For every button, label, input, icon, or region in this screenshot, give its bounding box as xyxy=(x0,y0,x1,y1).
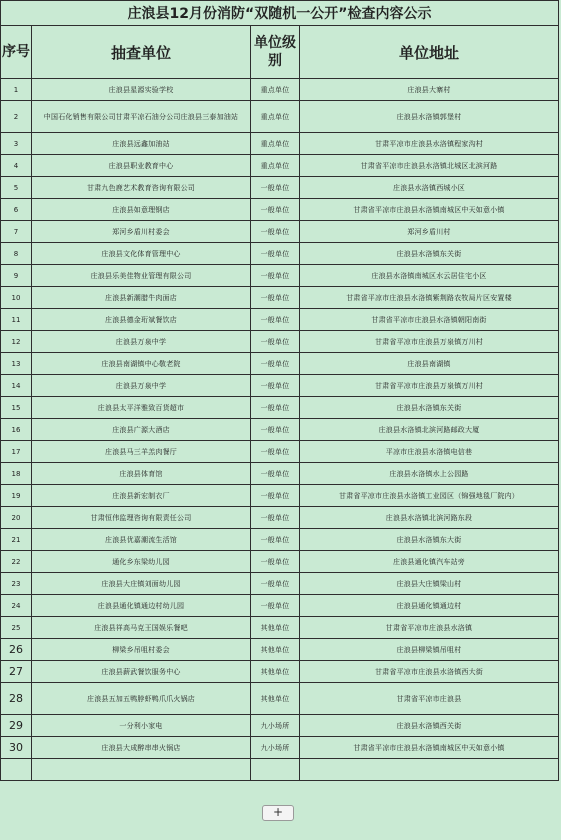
empty-cell[interactable] xyxy=(300,759,559,781)
cell-address[interactable]: 庄浪县柳梁镇吊咀村 xyxy=(300,639,559,661)
cell-level[interactable]: 九小场所 xyxy=(251,715,300,737)
cell-unit[interactable]: 甘肃恒伟监理咨询有限责任公司 xyxy=(32,507,251,529)
cell-unit[interactable]: 庄浪县文化体育管理中心 xyxy=(32,243,251,265)
cell-level[interactable]: 一般单位 xyxy=(251,221,300,243)
cell-address[interactable]: 甘肃省平凉市庄浪县水洛镇朝阳南街 xyxy=(300,309,559,331)
cell-address[interactable]: 庄浪县水洛镇东关街 xyxy=(300,397,559,419)
table-row xyxy=(1,419,559,441)
cell-address[interactable]: 甘肃省平凉市庄浪县 xyxy=(300,683,559,715)
cell-level[interactable]: 重点单位 xyxy=(251,155,300,177)
table-row xyxy=(1,683,559,715)
cell-level[interactable]: 一般单位 xyxy=(251,243,300,265)
cell-level[interactable]: 一般单位 xyxy=(251,397,300,419)
cell-level[interactable]: 其他单位 xyxy=(251,661,300,683)
cell-level[interactable]: 一般单位 xyxy=(251,265,300,287)
cell-address[interactable]: 甘肃省平凉市庄浪县水洛镇北城区北滨河路 xyxy=(300,155,559,177)
table-row xyxy=(1,551,559,573)
add-sheet-button[interactable]: + xyxy=(262,805,294,821)
table-row xyxy=(1,287,559,309)
cell-seq[interactable]: 16 xyxy=(1,419,32,441)
cell-unit[interactable]: 庄浪县祥高马克王国娱乐餐吧 xyxy=(32,617,251,639)
cell-level[interactable]: 一般单位 xyxy=(251,353,300,375)
cell-unit[interactable]: 庄浪县通化镇通边村幼儿园 xyxy=(32,595,251,617)
cell-address[interactable]: 甘肃省平凉市庄浪县水洛镇 xyxy=(300,617,559,639)
cell-seq[interactable]: 30 xyxy=(1,737,32,759)
cell-seq[interactable]: 4 xyxy=(1,155,32,177)
cell-address[interactable]: 甘肃省平凉市庄浪县水洛镇南城区中天如意小镇 xyxy=(300,199,559,221)
cell-address[interactable]: 庄浪县大庄镇梁山村 xyxy=(300,573,559,595)
cell-level[interactable]: 一般单位 xyxy=(251,463,300,485)
cell-unit[interactable]: 庄浪县星源实验学校 xyxy=(32,79,251,101)
cell-address[interactable]: 庄浪县水洛镇东关街 xyxy=(300,243,559,265)
table-row xyxy=(1,331,559,353)
cell-level[interactable]: 一般单位 xyxy=(251,199,300,221)
empty-row xyxy=(1,759,559,781)
cell-unit[interactable]: 庄浪县新潮腊牛肉面店 xyxy=(32,287,251,309)
table-row xyxy=(1,737,559,759)
cell-address[interactable]: 庄浪县水洛镇水上公园路 xyxy=(300,463,559,485)
cell-seq[interactable]: 5 xyxy=(1,177,32,199)
cell-seq[interactable]: 6 xyxy=(1,199,32,221)
cell-seq[interactable]: 12 xyxy=(1,331,32,353)
cell-unit[interactable]: 一分利小家电 xyxy=(32,715,251,737)
header-address[interactable]: 单位地址 xyxy=(300,26,559,79)
cell-unit[interactable]: 庄浪县广源大酒店 xyxy=(32,419,251,441)
cell-level[interactable]: 一般单位 xyxy=(251,507,300,529)
table-row xyxy=(1,199,559,221)
cell-address[interactable]: 甘肃省平凉市庄浪县水洛镇紫荆路农牧局片区安置楼 xyxy=(300,287,559,309)
empty-cell[interactable] xyxy=(32,759,251,781)
table-row xyxy=(1,573,559,595)
table-row xyxy=(1,485,559,507)
cell-level[interactable]: 一般单位 xyxy=(251,375,300,397)
table-row xyxy=(1,397,559,419)
cell-seq[interactable]: 19 xyxy=(1,485,32,507)
cell-unit[interactable]: 庄浪县远鑫加油站 xyxy=(32,133,251,155)
cell-level[interactable]: 一般单位 xyxy=(251,331,300,353)
cell-seq[interactable]: 23 xyxy=(1,573,32,595)
cell-level[interactable]: 一般单位 xyxy=(251,485,300,507)
cell-seq[interactable]: 11 xyxy=(1,309,32,331)
cell-level[interactable]: 一般单位 xyxy=(251,309,300,331)
table-row xyxy=(1,309,559,331)
cell-unit[interactable]: 庄浪县五加五鸭脖虾鸭爪爪火锅店 xyxy=(32,683,251,715)
cell-unit[interactable]: 庄浪县新宏制衣厂 xyxy=(32,485,251,507)
cell-unit[interactable]: 庄浪县大成醉串串火锅店 xyxy=(32,737,251,759)
table-row xyxy=(1,441,559,463)
table-row xyxy=(1,243,559,265)
cell-seq[interactable]: 7 xyxy=(1,221,32,243)
table-row xyxy=(1,507,559,529)
cell-seq[interactable]: 17 xyxy=(1,441,32,463)
cell-level[interactable]: 一般单位 xyxy=(251,529,300,551)
cell-seq[interactable]: 9 xyxy=(1,265,32,287)
cell-unit[interactable]: 郑河乡盾川村委会 xyxy=(32,221,251,243)
table-row xyxy=(1,177,559,199)
cell-level[interactable]: 一般单位 xyxy=(251,419,300,441)
cell-address[interactable]: 甘肃省平凉市庄浪县水洛镇工业园区（锦强地毯厂院内） xyxy=(300,485,559,507)
cell-seq[interactable]: 14 xyxy=(1,375,32,397)
table-row xyxy=(1,639,559,661)
cell-address[interactable]: 庄浪县水洛镇南城区水云居住宅小区 xyxy=(300,265,559,287)
cell-level[interactable]: 重点单位 xyxy=(251,133,300,155)
table-row xyxy=(1,353,559,375)
cell-level[interactable]: 一般单位 xyxy=(251,573,300,595)
cell-unit[interactable]: 庄浪县职业教育中心 xyxy=(32,155,251,177)
cell-level[interactable]: 其他单位 xyxy=(251,639,300,661)
cell-unit[interactable]: 庄浪县优嘉潮流生活馆 xyxy=(32,529,251,551)
cell-seq[interactable]: 8 xyxy=(1,243,32,265)
cell-unit[interactable]: 庄浪县万泉中学 xyxy=(32,375,251,397)
cell-seq[interactable]: 28 xyxy=(1,683,32,715)
header-unit[interactable]: 抽查单位 xyxy=(32,26,251,79)
table-row xyxy=(1,101,559,133)
cell-address[interactable]: 庄浪县水洛镇西城小区 xyxy=(300,177,559,199)
cell-address[interactable]: 庄浪县南湖镇 xyxy=(300,353,559,375)
cell-address[interactable]: 庄浪县水洛镇郭堡村 xyxy=(300,101,559,133)
cell-level[interactable]: 一般单位 xyxy=(251,595,300,617)
cell-seq[interactable]: 20 xyxy=(1,507,32,529)
table-row xyxy=(1,265,559,287)
cell-level[interactable]: 一般单位 xyxy=(251,177,300,199)
cell-level[interactable]: 一般单位 xyxy=(251,441,300,463)
cell-unit[interactable]: 甘肃九色鹿艺术教育咨询有限公司 xyxy=(32,177,251,199)
cell-seq[interactable]: 10 xyxy=(1,287,32,309)
cell-seq[interactable]: 22 xyxy=(1,551,32,573)
table-row xyxy=(1,133,559,155)
table-title[interactable]: 庄浪县12月份消防“双随机一公开”检查内容公示 xyxy=(1,1,559,26)
empty-cell[interactable] xyxy=(251,759,300,781)
cell-unit[interactable]: 庄浪县南湖镇中心敬老院 xyxy=(32,353,251,375)
table-row xyxy=(1,529,559,551)
cell-address[interactable]: 庄浪县水洛镇西关街 xyxy=(300,715,559,737)
cell-level[interactable]: 重点单位 xyxy=(251,79,300,101)
cell-level[interactable]: 一般单位 xyxy=(251,287,300,309)
cell-address[interactable]: 甘肃省平凉市庄浪县万泉镇万川村 xyxy=(300,375,559,397)
cell-seq[interactable]: 13 xyxy=(1,353,32,375)
cell-address[interactable]: 庄浪县大寨村 xyxy=(300,79,559,101)
cell-address[interactable]: 甘肃省平凉市庄浪县水洛镇南城区中天如意小镇 xyxy=(300,737,559,759)
cell-unit[interactable]: 庄浪县万泉中学 xyxy=(32,331,251,353)
cell-level[interactable]: 九小场所 xyxy=(251,737,300,759)
cell-address[interactable]: 甘肃平凉市庄浪县水洛镇程家沟村 xyxy=(300,133,559,155)
cell-unit[interactable]: 庄浪县乐美佳物业管理有限公司 xyxy=(32,265,251,287)
cell-seq[interactable]: 27 xyxy=(1,661,32,683)
cell-seq[interactable]: 26 xyxy=(1,639,32,661)
cell-seq[interactable]: 1 xyxy=(1,79,32,101)
cell-address[interactable]: 庄浪县水洛镇北滨河路邮政大厦 xyxy=(300,419,559,441)
header-level[interactable]: 单位级别 xyxy=(251,26,300,79)
table-row xyxy=(1,463,559,485)
cell-address[interactable]: 庄浪县通化镇通边村 xyxy=(300,595,559,617)
cell-address[interactable]: 庄浪县水洛镇东大街 xyxy=(300,529,559,551)
cell-address[interactable]: 郑河乡盾川村 xyxy=(300,221,559,243)
cell-unit[interactable]: 庄浪县体育馆 xyxy=(32,463,251,485)
cell-level[interactable]: 重点单位 xyxy=(251,101,300,133)
cell-address[interactable]: 平凉市庄浪县水洛镇电信巷 xyxy=(300,441,559,463)
cell-unit[interactable]: 庄浪县德金珩斌餐饮店 xyxy=(32,309,251,331)
cell-unit[interactable]: 庄浪县马三羊羔肉餐厅 xyxy=(32,441,251,463)
cell-seq[interactable]: 2 xyxy=(1,101,32,133)
cell-unit[interactable]: 柳梁乡吊咀村委会 xyxy=(32,639,251,661)
cell-address[interactable]: 庄浪县水洛镇北滨河路东段 xyxy=(300,507,559,529)
cell-unit[interactable]: 庄浪县如意理钢店 xyxy=(32,199,251,221)
cell-level[interactable]: 其他单位 xyxy=(251,683,300,715)
table-row xyxy=(1,595,559,617)
table-row xyxy=(1,79,559,101)
table-row xyxy=(1,715,559,737)
cell-address[interactable]: 庄浪县通化镇汽车站旁 xyxy=(300,551,559,573)
cell-unit[interactable]: 通化乡东梁幼儿园 xyxy=(32,551,251,573)
table-row xyxy=(1,661,559,683)
cell-unit[interactable]: 庄浪县薪武餐饮服务中心 xyxy=(32,661,251,683)
cell-level[interactable]: 其他单位 xyxy=(251,617,300,639)
cell-seq[interactable]: 29 xyxy=(1,715,32,737)
table-row xyxy=(1,617,559,639)
table-row xyxy=(1,375,559,397)
cell-seq[interactable]: 24 xyxy=(1,595,32,617)
cell-level[interactable]: 一般单位 xyxy=(251,551,300,573)
table-row xyxy=(1,221,559,243)
cell-seq[interactable]: 3 xyxy=(1,133,32,155)
cell-seq[interactable]: 18 xyxy=(1,463,32,485)
cell-seq[interactable]: 15 xyxy=(1,397,32,419)
table-row xyxy=(1,155,559,177)
cell-unit[interactable]: 庄浪县大庄镇刘面幼儿园 xyxy=(32,573,251,595)
cell-unit[interactable]: 中国石化销售有限公司甘肃平凉石油分公司庄浪县三泰加油站 xyxy=(32,101,251,133)
cell-address[interactable]: 甘肃省平凉市庄浪县水洛镇西大街 xyxy=(300,661,559,683)
cell-unit[interactable]: 庄浪县太平洋雅致百货超市 xyxy=(32,397,251,419)
cell-seq[interactable]: 25 xyxy=(1,617,32,639)
empty-cell[interactable] xyxy=(1,759,32,781)
cell-seq[interactable]: 21 xyxy=(1,529,32,551)
cell-address[interactable]: 甘肃省平凉市庄浪县万泉镇万川村 xyxy=(300,331,559,353)
header-seq[interactable]: 序号 xyxy=(1,26,32,79)
